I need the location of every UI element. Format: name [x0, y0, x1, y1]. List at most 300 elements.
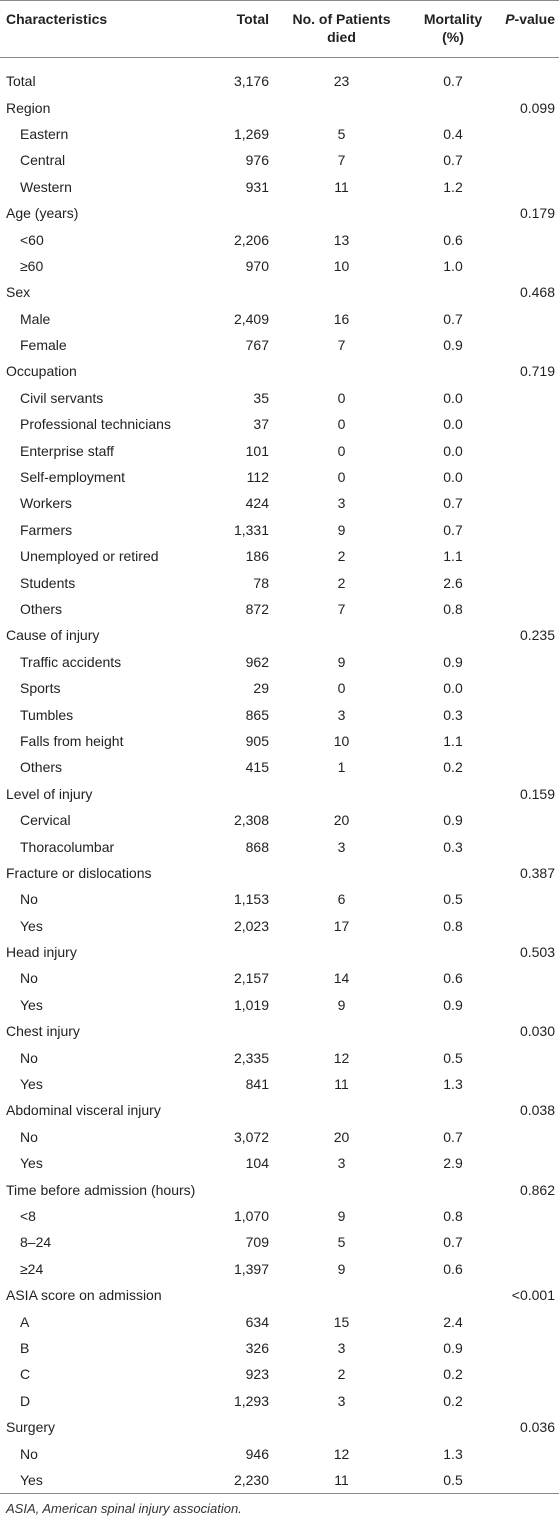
cell-mortality: 1.0	[443, 257, 463, 274]
cell-died	[269, 1097, 414, 1123]
group-row	[0, 781, 559, 807]
group-row	[0, 358, 559, 384]
cell-died: 17	[333, 917, 350, 934]
cell-mortality	[414, 1097, 492, 1123]
cell-died: 2	[337, 574, 346, 591]
cell-characteristic: Farmers	[20, 521, 73, 538]
cell-mortality: 0.2	[443, 1366, 463, 1383]
cell-total: 841	[245, 1076, 269, 1093]
cell-died: 7	[337, 601, 346, 617]
cell-died: 10	[333, 732, 350, 749]
cell-p-value: 0.719	[519, 363, 555, 380]
cell-characteristic: Thoracolumbar	[20, 838, 115, 855]
cell-total: 946	[245, 1445, 269, 1462]
cell-died: 5	[337, 125, 346, 142]
table-row	[0, 728, 559, 754]
cell-p-value	[492, 965, 559, 991]
cell-p-value	[492, 1335, 559, 1361]
cell-characteristic: D	[20, 1392, 31, 1409]
table-row	[0, 701, 559, 727]
cell-mortality: 1.1	[443, 732, 463, 749]
cell-mortality: 0.3	[443, 706, 463, 723]
cell-characteristic: Cervical	[20, 812, 71, 829]
cell-total	[206, 860, 269, 886]
cell-mortality: 0.0	[443, 469, 463, 486]
cell-mortality: 0.7	[443, 310, 463, 327]
group-row	[0, 939, 559, 965]
cell-total: 865	[245, 706, 269, 723]
cell-mortality	[414, 1414, 492, 1440]
header-characteristics: Characteristics	[0, 1, 206, 58]
group-row	[0, 860, 559, 886]
group-row	[0, 94, 559, 120]
table-row	[0, 121, 559, 147]
cell-died: 11	[334, 178, 349, 195]
cell-died: 11	[334, 1076, 349, 1093]
cell-p-value	[492, 1071, 559, 1097]
cell-died	[269, 622, 414, 648]
cell-characteristic: Yes	[20, 1155, 43, 1172]
cell-died: 3	[337, 838, 346, 855]
cell-total: 2,335	[233, 1049, 269, 1066]
table-row	[0, 517, 559, 543]
cell-total: 78	[253, 574, 269, 591]
table-row	[0, 649, 559, 675]
table-body	[0, 58, 559, 1494]
cell-mortality: 0.9	[443, 337, 463, 354]
cell-characteristic: Surgery	[6, 1419, 56, 1436]
cell-characteristic: Head injury	[6, 944, 77, 961]
cell-p-value	[492, 68, 559, 94]
cell-total	[206, 1176, 269, 1202]
table-row	[0, 1467, 559, 1494]
cell-mortality: 0.6	[443, 970, 463, 987]
cell-died: 13	[333, 231, 350, 248]
cell-total: 868	[245, 838, 269, 855]
cell-p-value: 0.387	[519, 864, 555, 881]
cell-total	[206, 939, 269, 965]
cell-total: 1,293	[233, 1392, 269, 1409]
cell-characteristic: Chest injury	[6, 1023, 80, 1040]
cell-characteristic: Fracture or dislocations	[6, 864, 152, 881]
cell-mortality	[414, 94, 492, 120]
cell-mortality: 0.4	[443, 125, 463, 142]
cell-died	[269, 200, 414, 226]
cell-mortality: 0.7	[443, 73, 463, 90]
table-row	[0, 1388, 559, 1414]
cell-mortality: 0.7	[443, 521, 463, 538]
cell-total: 709	[245, 1234, 269, 1251]
table-row	[0, 675, 559, 701]
header-row	[0, 1, 559, 58]
table-row	[0, 1256, 559, 1282]
cell-mortality: 2.4	[443, 1313, 463, 1330]
table-row	[0, 1229, 559, 1255]
group-row	[0, 622, 559, 648]
cell-p-value	[492, 992, 559, 1018]
cell-p-value: 0.468	[519, 284, 555, 301]
cell-total	[206, 358, 269, 384]
cell-died	[269, 1018, 414, 1044]
cell-mortality: 1.3	[443, 1076, 463, 1093]
cell-p-value	[492, 833, 559, 859]
cell-characteristic: Professional technicians	[20, 416, 171, 433]
cell-total	[206, 1018, 269, 1044]
table-row	[0, 1308, 559, 1334]
cell-total: 1,269	[233, 125, 269, 142]
cell-p-value: 0.179	[519, 205, 555, 222]
table-row	[0, 253, 559, 279]
table-row	[0, 1203, 559, 1229]
cell-characteristic: Workers	[20, 495, 72, 512]
cell-p-value	[492, 596, 559, 622]
cell-mortality	[414, 200, 492, 226]
group-row	[0, 1176, 559, 1202]
cell-died: 15	[333, 1313, 350, 1330]
cell-died: 9	[337, 1260, 346, 1277]
cell-p-value	[492, 1044, 559, 1070]
group-row	[0, 1097, 559, 1123]
table-footnote: ASIA, American spinal injury association.	[6, 1501, 242, 1517]
cell-p-value	[492, 490, 559, 516]
cell-mortality	[414, 1176, 492, 1202]
cell-characteristic: Region	[6, 99, 51, 116]
table-row	[0, 965, 559, 991]
cell-mortality: 0.5	[443, 1049, 463, 1066]
cell-p-value	[492, 675, 559, 701]
table-row	[0, 174, 559, 200]
cell-p-value	[492, 1203, 559, 1229]
cell-characteristic: Tumbles	[20, 706, 74, 723]
cell-mortality	[414, 622, 492, 648]
cell-p-value	[492, 1440, 559, 1466]
cell-characteristic: Yes	[20, 1076, 43, 1093]
table-row	[0, 437, 559, 463]
cell-characteristic: Traffic accidents	[20, 653, 122, 670]
cell-total: 2,023	[233, 917, 269, 934]
cell-characteristic: Students	[20, 574, 76, 591]
cell-mortality: 0.8	[443, 601, 463, 617]
cell-characteristic: Male	[20, 310, 51, 327]
cell-characteristic: Level of injury	[6, 785, 93, 802]
cell-p-value	[492, 174, 559, 200]
cell-mortality: 1.2	[443, 178, 463, 195]
cell-characteristic: B	[20, 1339, 30, 1356]
cell-died	[269, 1176, 414, 1202]
cell-died: 3	[337, 1339, 346, 1356]
spacer-row	[0, 58, 559, 69]
cell-characteristic: Sex	[6, 284, 31, 301]
table-row	[0, 913, 559, 939]
cell-died: 9	[337, 1207, 346, 1224]
cell-total: 2,409	[233, 310, 269, 327]
cell-total	[206, 200, 269, 226]
cell-total: 415	[245, 759, 269, 776]
cell-died: 0	[337, 442, 346, 459]
cell-mortality: 0.0	[443, 416, 463, 433]
cell-died: 0	[337, 469, 346, 486]
cell-died: 3	[337, 1155, 346, 1172]
cell-died: 20	[333, 1128, 350, 1145]
cell-died: 20	[333, 812, 350, 829]
cell-total: 1,019	[233, 996, 269, 1013]
cell-mortality	[414, 279, 492, 305]
cell-total	[206, 1097, 269, 1123]
cell-died: 7	[337, 337, 346, 354]
cell-characteristic: Western	[20, 178, 72, 195]
cell-characteristic: No	[20, 1049, 38, 1066]
cell-died	[269, 781, 414, 807]
cell-characteristic: Others	[20, 759, 63, 776]
cell-mortality: 0.6	[443, 231, 463, 248]
cell-mortality	[414, 939, 492, 965]
cell-characteristic: Eastern	[20, 125, 69, 142]
cell-p-value	[492, 1256, 559, 1282]
cell-died: 7	[337, 152, 346, 169]
cell-died: 12	[333, 1445, 350, 1462]
cell-total	[206, 279, 269, 305]
cell-characteristic: A	[20, 1313, 30, 1330]
cell-died	[269, 94, 414, 120]
cell-mortality: 0.5	[443, 891, 463, 908]
cell-total: 2,157	[233, 970, 269, 987]
cell-died: 12	[333, 1049, 350, 1066]
cell-p-value	[492, 464, 559, 490]
cell-characteristic: Abdominal visceral injury	[6, 1102, 161, 1119]
cell-total: 931	[245, 178, 269, 195]
table-row	[0, 886, 559, 912]
cell-p-value	[492, 1229, 559, 1255]
cell-total: 634	[245, 1313, 269, 1330]
cell-mortality	[414, 860, 492, 886]
cell-total: 29	[253, 680, 269, 697]
cell-mortality: 0.3	[443, 838, 463, 855]
cell-total: 326	[245, 1339, 269, 1356]
cell-characteristic: ≥24	[20, 1260, 44, 1277]
cell-mortality: 0.9	[443, 996, 463, 1013]
cell-p-value	[492, 1467, 559, 1494]
cell-total: 35	[253, 389, 269, 406]
cell-p-value	[492, 1388, 559, 1414]
cell-mortality: 0.7	[443, 152, 463, 169]
cell-characteristic: 8–24	[20, 1234, 52, 1251]
cell-characteristic: Falls from height	[20, 732, 124, 749]
cell-died: 3	[337, 706, 346, 723]
cell-total: 2,230	[206, 1467, 269, 1494]
cell-characteristic: Sports	[20, 680, 61, 697]
cell-p-value: 0.159	[519, 785, 555, 802]
cell-died	[269, 279, 414, 305]
table-row	[0, 226, 559, 252]
cell-total	[206, 622, 269, 648]
table-row	[0, 1044, 559, 1070]
header-patients-died: No. of Patients died	[269, 1, 414, 58]
cell-p-value	[492, 147, 559, 173]
cell-p-value	[492, 569, 559, 595]
cell-total: 1,070	[233, 1207, 269, 1224]
table-row	[0, 306, 559, 332]
cell-p-value	[492, 121, 559, 147]
cell-mortality: 0.0	[443, 389, 463, 406]
cell-total: 2,206	[233, 231, 269, 248]
cell-mortality: 0.7	[443, 495, 463, 512]
cell-total: 976	[245, 152, 269, 169]
table-row	[0, 332, 559, 358]
cell-p-value	[492, 701, 559, 727]
cell-p-value: 0.036	[519, 1419, 555, 1436]
cell-characteristic: Central	[20, 152, 66, 169]
cell-characteristic: Yes	[20, 996, 43, 1013]
table-row	[0, 490, 559, 516]
cell-characteristic: ASIA score on admission	[6, 1287, 162, 1304]
table-row	[0, 147, 559, 173]
cell-characteristic: <8	[20, 1207, 36, 1224]
cell-died: 3	[337, 495, 346, 512]
cell-mortality: 1.3	[443, 1445, 463, 1462]
cell-total: 962	[245, 653, 269, 670]
cell-total: 767	[245, 337, 269, 354]
cell-p-value	[492, 754, 559, 780]
cell-total: 1,397	[233, 1260, 269, 1277]
cell-p-value	[492, 253, 559, 279]
table-row	[0, 807, 559, 833]
group-row	[0, 200, 559, 226]
group-row	[0, 68, 559, 94]
table-row	[0, 464, 559, 490]
cell-died	[269, 1414, 414, 1440]
cell-died	[269, 860, 414, 886]
cell-total: 3,072	[233, 1128, 269, 1145]
cell-total: 424	[245, 495, 269, 512]
cell-total: 1,153	[233, 891, 269, 908]
cell-mortality: 0.7	[443, 1128, 463, 1145]
cell-total: 2,308	[233, 812, 269, 829]
cell-characteristic: Cause of injury	[6, 627, 100, 644]
cell-total: 104	[245, 1155, 269, 1172]
cell-characteristic: <60	[20, 231, 44, 248]
cell-mortality: 0.5	[414, 1467, 492, 1494]
cell-mortality: 0.2	[443, 759, 463, 776]
cell-died	[269, 358, 414, 384]
cell-died: 23	[333, 73, 350, 90]
group-row	[0, 1414, 559, 1440]
header-total: Total	[206, 1, 269, 58]
cell-p-value	[492, 517, 559, 543]
cell-p-value: 0.235	[519, 627, 555, 644]
cell-died: 9	[337, 521, 346, 538]
cell-died	[269, 1282, 414, 1308]
cell-mortality: 0.9	[443, 653, 463, 670]
cell-total: 101	[245, 442, 269, 459]
cell-total: 1,331	[233, 521, 269, 538]
cell-p-value	[492, 385, 559, 411]
cell-p-value: <0.001	[511, 1287, 555, 1304]
cell-mortality: 0.8	[443, 917, 463, 934]
cell-characteristic: Yes	[20, 917, 43, 934]
cell-mortality: 0.2	[443, 1392, 463, 1409]
cell-p-value	[492, 437, 559, 463]
cell-characteristic: Unemployed or retired	[20, 548, 159, 565]
cell-died: 11	[269, 1467, 414, 1494]
cell-p-value: 0.030	[519, 1023, 555, 1040]
cell-p-value	[492, 807, 559, 833]
cell-died: 16	[333, 310, 350, 327]
cell-mortality: 0.0	[443, 680, 463, 697]
cell-p-value	[492, 1308, 559, 1334]
cell-p-value: 0.038	[519, 1102, 555, 1119]
cell-characteristic: Self-employment	[20, 469, 126, 486]
cell-characteristic: Civil servants	[20, 389, 104, 406]
cell-died: 9	[337, 996, 346, 1013]
cell-characteristic: C	[20, 1366, 31, 1383]
table-row	[0, 1071, 559, 1097]
cell-died: 0	[337, 680, 346, 697]
cell-characteristic: Yes	[0, 1467, 206, 1494]
cell-died: 3	[337, 1392, 346, 1409]
cell-characteristic: Occupation	[6, 363, 77, 380]
cell-total	[206, 94, 269, 120]
cell-characteristic: Enterprise staff	[20, 442, 114, 459]
cell-died: 10	[333, 257, 350, 274]
group-row	[0, 1282, 559, 1308]
cell-total: 923	[245, 1366, 269, 1383]
table-row	[0, 754, 559, 780]
cell-total: 37	[253, 416, 269, 433]
cell-total: 186	[245, 548, 269, 565]
table-row	[0, 1335, 559, 1361]
table-row	[0, 596, 559, 622]
cell-p-value	[492, 1124, 559, 1150]
cell-characteristic: Time before admission (hours)	[6, 1181, 196, 1198]
cell-mortality: 2.6	[443, 574, 463, 591]
cell-mortality: 0.7	[443, 1234, 463, 1251]
cell-total: 970	[245, 257, 269, 274]
cell-total: 112	[246, 469, 269, 486]
cell-p-value	[492, 226, 559, 252]
cell-total: 905	[245, 732, 269, 749]
cell-p-value	[492, 886, 559, 912]
table-row	[0, 833, 559, 859]
cell-characteristic: No	[20, 1445, 38, 1462]
cell-p-value	[492, 332, 559, 358]
cell-p-value: 0.862	[519, 1181, 555, 1198]
cell-died	[269, 939, 414, 965]
table-row	[0, 1124, 559, 1150]
header-p-value: P-value	[492, 1, 559, 58]
cell-p-value: 0.099	[519, 99, 555, 116]
cell-mortality: 2.9	[443, 1155, 463, 1172]
cell-died: 2	[337, 548, 346, 565]
group-row	[0, 1018, 559, 1044]
cell-mortality: 0.8	[443, 1207, 463, 1224]
cell-characteristic: Female	[20, 337, 67, 354]
cell-mortality: 0.6	[443, 1260, 463, 1277]
table-row	[0, 992, 559, 1018]
cell-characteristic: No	[20, 970, 38, 987]
cell-characteristic: ≥60	[20, 257, 44, 274]
cell-total	[206, 1414, 269, 1440]
cell-p-value	[492, 543, 559, 569]
cell-characteristic: Others	[20, 601, 63, 617]
cell-p-value	[492, 649, 559, 675]
cell-died: 2	[337, 1366, 346, 1383]
cell-mortality: 0.9	[443, 812, 463, 829]
cell-p-value	[492, 1361, 559, 1387]
cell-characteristic: No	[20, 1128, 38, 1145]
table-row	[0, 569, 559, 595]
cell-died: 6	[337, 891, 346, 908]
cell-died: 0	[337, 389, 346, 406]
